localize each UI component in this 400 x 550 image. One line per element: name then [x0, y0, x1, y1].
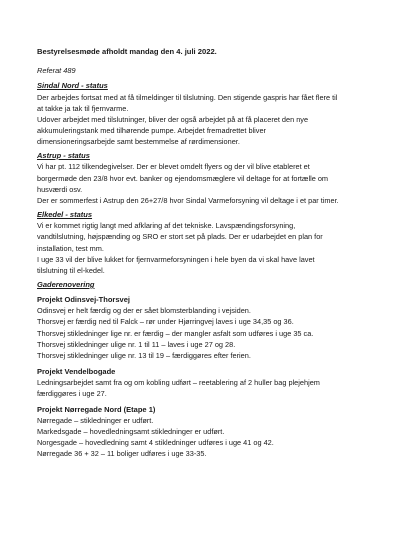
text-line: Udover arbejdet med tilslutninger, bliver der også arbejdet på at få placeret den nye	[37, 114, 309, 124]
reference-number: Referat 489	[37, 66, 76, 75]
text-line: Nørregade – stikledninger er udført.	[37, 415, 154, 425]
text-line: borgermøde den 23/8 hvor evt. banker og ejendomsmæglere vil deltage for at fortælle om	[37, 173, 329, 183]
text-line: Thorsvej stikledninger ulige nr. 13 til 19 – færdiggøres efter ferien.	[37, 350, 251, 360]
text-line: Odinsvej er helt færdig og der er sået blomsterblanding i vejsiden.	[37, 306, 251, 316]
section-heading: Elkedel - status	[37, 209, 93, 219]
text-line: at takke ja tak til fjernvarme.	[37, 103, 129, 113]
section-body	[37, 92, 376, 147]
text-line: tilslutning til el-kedel.	[37, 265, 105, 275]
text-line: vandtilslutning, højspænding og SRO er stort set på plads. Der er udarbejdet en plan for	[37, 232, 323, 242]
text-line: Ledningsarbejdet samt fra og om kobling udført – reetablering af 2 huller bag plejehjem	[37, 377, 320, 387]
text-line: Vi er kommet rigtig langt med afklaring af det tekniske. Lavspændingsforsyning,	[37, 221, 296, 231]
project-block	[37, 294, 376, 360]
text-line: Thorsvej stikledninger ulige nr. 1 til 11 – laves i uge 27 og 28.	[37, 339, 236, 349]
section	[37, 280, 376, 291]
text-line: Norgesgade – hovedledning samt 4 stikledninger udføres i uge 41 og 42.	[37, 438, 274, 448]
text-line: installation, test mm.	[37, 243, 104, 253]
section-heading: Sindal Nord - status	[37, 81, 108, 90]
section	[37, 151, 376, 206]
section	[37, 210, 376, 276]
text-line: akkumuleringstank med tilhørende pumpe. Arbejdet fremadrettet bliver	[37, 125, 266, 135]
text-line: Markedsgade – hovedledningsamt stikledninger er udført.	[37, 427, 225, 437]
text-line: dimensioneringsarbejde samt bestemmelse af rørdimensioner.	[37, 136, 240, 146]
text-line: Thorsvej er færdig ned til Falck – rør under Hjørringvej laves i uge 34,35 og 36.	[37, 317, 294, 327]
section-heading: Astrup - status	[37, 150, 90, 160]
section-body	[37, 220, 376, 275]
project-title: Projekt Odinsvej-Thorsvej	[37, 295, 130, 305]
project-title: Projekt Vendelbogade	[37, 366, 116, 376]
section-body	[37, 161, 376, 205]
text-line: Nørregade 36 + 32 – 11 boliger udføres i uge 33-35.	[37, 449, 207, 459]
text-line: Vi har pt. 112 tilkendegivelser. Der er blevet omdelt flyers og der vil blive etableret et	[37, 162, 310, 172]
text-line: færdiggøres i uge 27.	[37, 388, 107, 398]
section	[37, 81, 376, 147]
text-line: Der er sommerfest i Astrup den 26+27/8 hvor Sindal Varmeforsyning vil deltage i et par timer.	[37, 195, 339, 205]
text-line: Der arbejdes fortsat med at få tilmeldinger til tilslutning. Den stigende gaspris har fået flere til	[37, 92, 338, 102]
document-title: Bestyrelsesmøde afholdt mandag den 4. juli 2022.	[37, 47, 217, 56]
sections-container	[37, 81, 376, 290]
project-block	[37, 404, 376, 459]
text-line: I uge 33 vil der blive lukket for fjernvarmeforsyningen i hele byen da vi skal have lavet	[37, 254, 315, 264]
section-heading: Gaderenovering	[37, 279, 95, 289]
text-line: Thorsvej stikledninger lige nr. er færdig – der mangler asfalt som udføres i uge 35 ca.	[37, 328, 314, 338]
text-line: husværdi osv.	[37, 184, 83, 194]
projects-container	[37, 294, 376, 459]
project-title: Projekt Nørregade Nord (Etape 1)	[37, 404, 156, 414]
project-block	[37, 366, 376, 399]
